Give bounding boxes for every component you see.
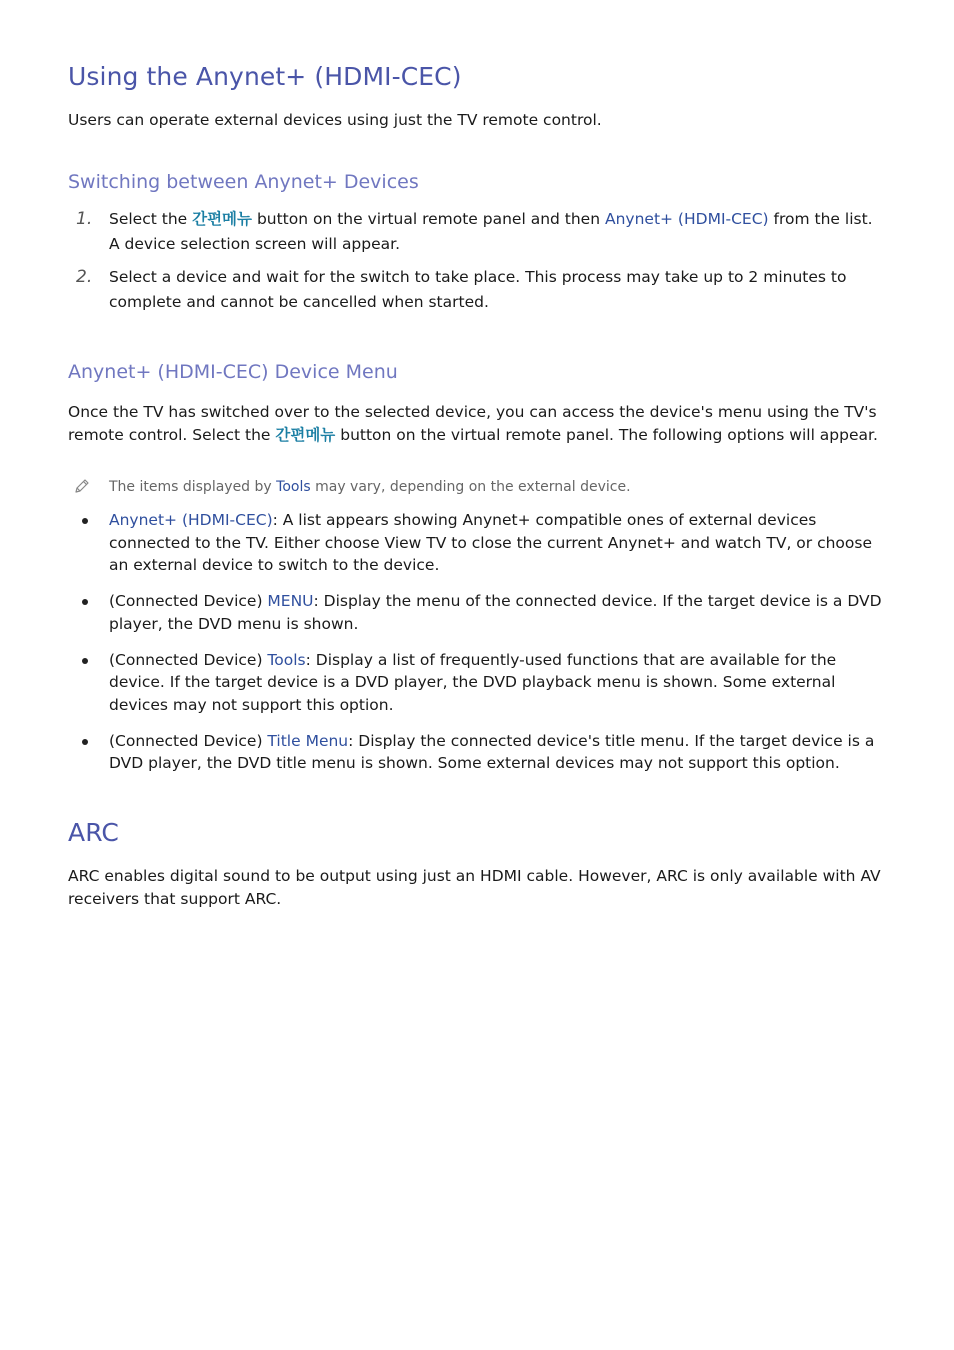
device-menu-options-list	[68, 509, 884, 788]
option-term: MENU	[267, 592, 314, 610]
item-prefix: (Connected Device)	[109, 731, 268, 750]
item-prefix: (Connected Device)	[109, 650, 268, 669]
item-prefix: (Connected Device)	[109, 592, 268, 610]
anynet-menu-term: Anynet+ (HDMI-CEC)	[604, 210, 769, 228]
step-item	[68, 265, 884, 314]
item-text: : Display the connected device's title menu. If the target device is a DVD player, the DVD title menu is shown. Some external devices may not support this option.	[109, 731, 875, 772]
list-item	[68, 649, 884, 717]
note-text-part: The items displayed by	[109, 479, 277, 495]
bullet-dot	[82, 518, 88, 524]
paragraph-text: Once the TV has switched over to the selected device, you can access the device's menu using the TV's remote control. Select the	[68, 403, 877, 444]
option-term: Anynet+ (HDMI-CEC)	[109, 511, 273, 529]
step-text: Select the	[109, 210, 193, 228]
step-text: Select a device and wait for the switch to take place. This process may take up to 2 minutes to complete and cannot be cancelled when started.	[109, 268, 847, 311]
note-text	[109, 479, 631, 495]
intro-paragraph: Users can operate external devices using just the TV remote control.	[68, 111, 602, 129]
list-item	[68, 509, 884, 577]
option-term: Title Menu	[267, 731, 349, 750]
item-text: : Display a list of frequently-used functions that are available for the device. If the target device is a DVD player, the DVD playback menu is shown. Some external devices may not support this option.	[109, 650, 837, 714]
quick-menu-term: 간편메뉴	[275, 425, 336, 444]
quick-menu-term: 간편메뉴	[192, 210, 253, 228]
step-number: 2.	[76, 267, 93, 287]
device-menu-paragraph	[68, 401, 884, 446]
item-text: : A list appears showing Anynet+ compatible ones of external devices connected to the TV. Either choose View TV to close the current Anynet+ and watch TV, or choose an external device to switch to the device.	[109, 511, 873, 574]
heading-switching-devices: Switching between Anynet+ Devices	[68, 171, 419, 193]
list-item	[68, 590, 884, 635]
step-number: 1.	[76, 209, 93, 229]
item-text: : Display the menu of the connected device. If the target device is a DVD player, the DVD menu is shown.	[109, 592, 882, 633]
paragraph-text: button on the virtual remote panel. The following options will appear.	[335, 425, 878, 444]
step-text: from the list. A device selection screen will appear.	[109, 210, 873, 253]
bullet-dot	[82, 739, 88, 745]
arc-paragraph: ARC enables digital sound to be output using just an HDMI cable. However, ARC is only available with AV receivers that support ARC.	[68, 867, 881, 908]
bullet-dot	[82, 599, 88, 605]
option-term: Tools	[267, 650, 306, 669]
step-text: button on the virtual remote panel and then	[252, 210, 605, 228]
list-item	[68, 730, 884, 775]
step-item	[68, 207, 884, 256]
note-text-part: may vary, depending on the external device.	[310, 479, 631, 495]
tools-term: Tools	[276, 479, 311, 495]
switching-steps-list	[68, 207, 884, 323]
section-title-anynet: Using the Anynet+ (HDMI-CEC)	[68, 62, 462, 91]
section-title-arc: ARC	[68, 818, 119, 847]
heading-device-menu: Anynet+ (HDMI-CEC) Device Menu	[68, 361, 398, 383]
pencil-icon	[73, 477, 91, 495]
bullet-dot	[82, 658, 88, 664]
